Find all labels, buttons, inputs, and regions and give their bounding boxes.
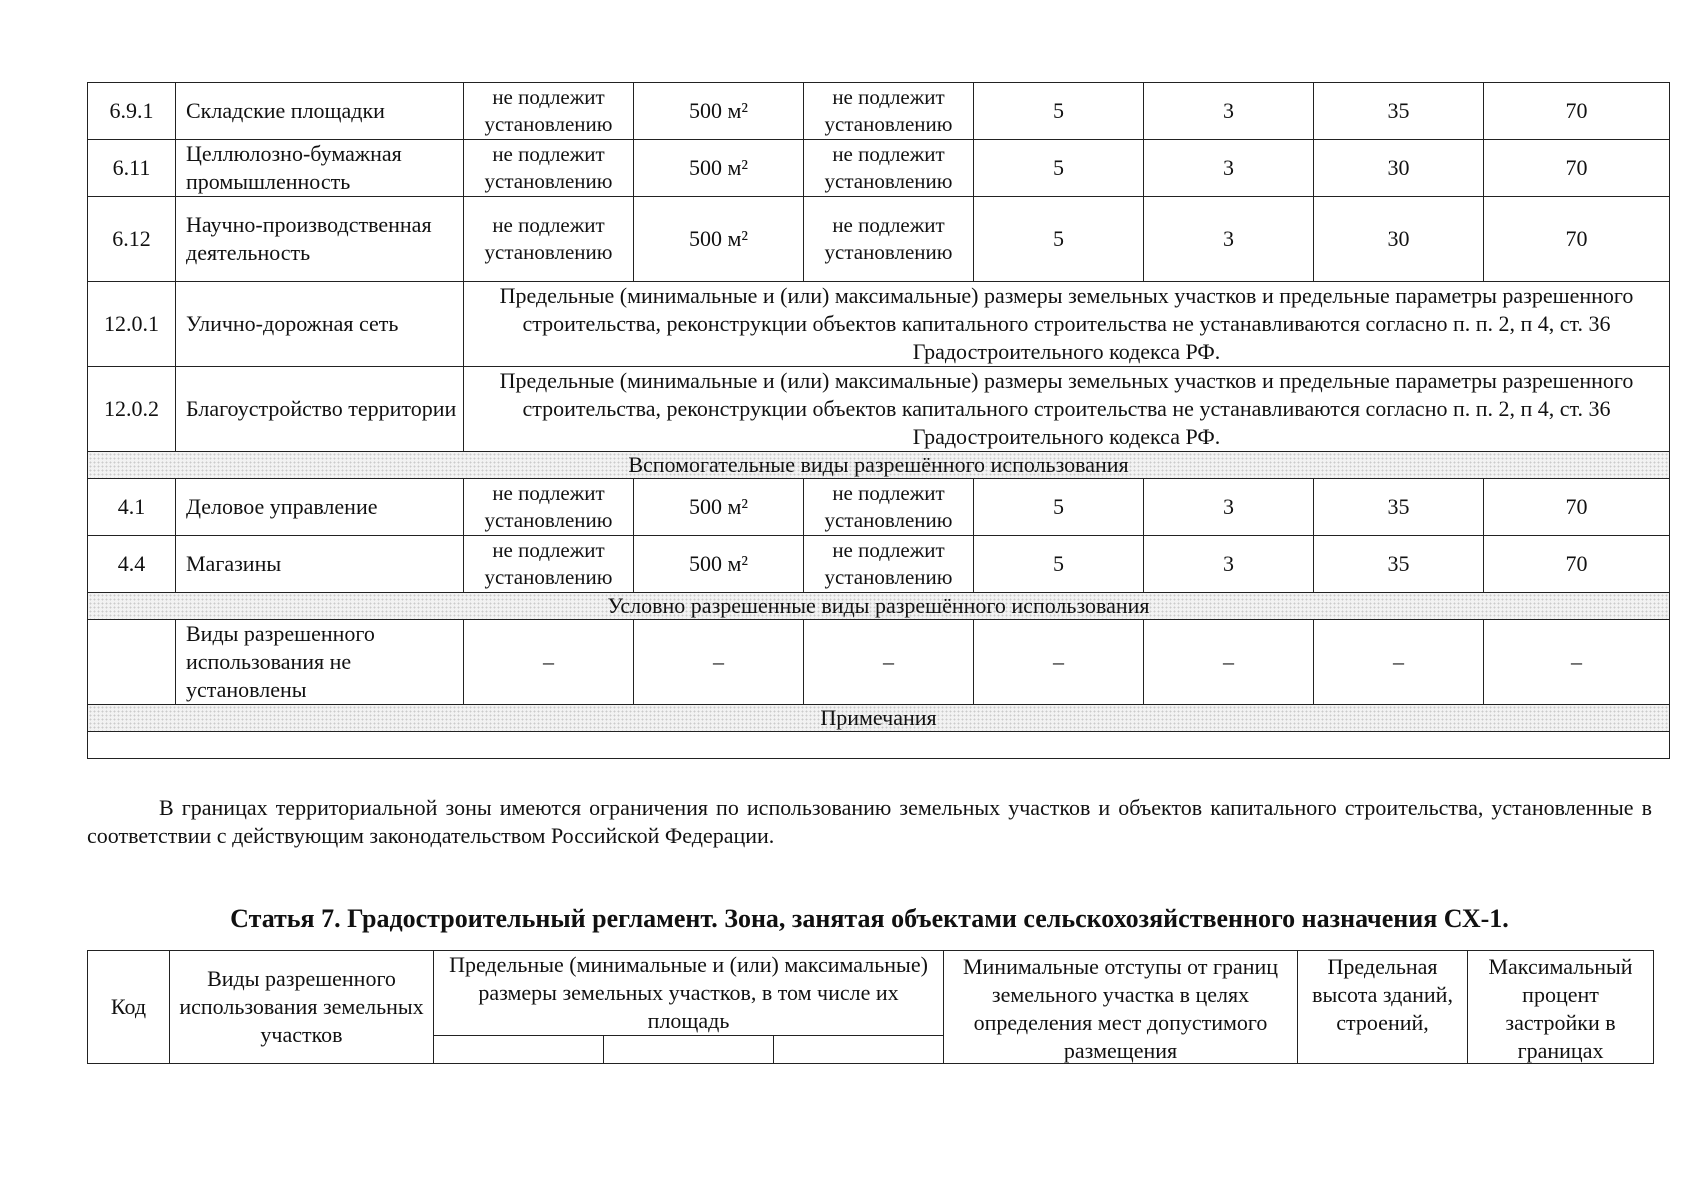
min-area-cell: 500 м² <box>634 83 804 140</box>
restrictions-paragraph: В границах территориальной зоны имеются ограничения по использованию земельных участков и объектов капитального строительства, установленные в соответствии с действующим законодательством Российской Федерации. <box>87 795 1652 848</box>
merged-note-cell: Предельные (минимальные и (или) максимальные) размеры земельных участков и предельные параметры разрешенного строительства, реконструкции объектов капитального строительства не устанавливаются согласно п. п. 2, п 4, ст. 36 Градостроительного кодекса РФ. <box>464 367 1670 452</box>
min-size-cell: не подлежит установлению <box>464 197 634 282</box>
setback-cell: 5 <box>974 140 1144 197</box>
notes-cell <box>88 732 1670 759</box>
min-size-cell: не подлежит установлению <box>464 140 634 197</box>
use-name-cell: Виды разрешенного использования не установлены <box>176 620 464 705</box>
setback-cell: 5 <box>974 479 1144 536</box>
floors-cell: 3 <box>1144 140 1314 197</box>
floors-cell: 3 <box>1144 536 1314 593</box>
setback-cell: 5 <box>974 83 1144 140</box>
code-cell: 6.12 <box>88 197 176 282</box>
min-area-cell: 500 м² <box>634 140 804 197</box>
dash-cell: – <box>1484 620 1670 705</box>
code-cell: 4.1 <box>88 479 176 536</box>
header-percent-text: Максимальный процент застройки в границах <box>1488 954 1633 1063</box>
table-row <box>88 282 1670 367</box>
table-row <box>88 536 1670 593</box>
floors-cell: 3 <box>1144 83 1314 140</box>
article-heading: Статья 7. Градостроительный регламент. Зона, занятая объектами сельскохозяйственного назначения СХ-1. <box>230 904 1509 933</box>
regulations-table-header <box>87 950 1654 1064</box>
percent-cell: 70 <box>1484 479 1670 536</box>
subheader-cell <box>604 1036 774 1064</box>
code-cell: 4.4 <box>88 536 176 593</box>
section-header-notes <box>88 705 1670 732</box>
percent-cell: 70 <box>1484 140 1670 197</box>
floors-cell: 3 <box>1144 197 1314 282</box>
max-size-cell: не подлежит установлению <box>804 197 974 282</box>
merged-note-cell: Предельные (минимальные и (или) максимальные) размеры земельных участков и предельные параметры разрешенного строительства, реконструкции объектов капитального строительства не устанавливаются согласно п. п. 2, п 4, ст. 36 Градостроительного кодекса РФ. <box>464 282 1670 367</box>
height-cell: 35 <box>1314 83 1484 140</box>
max-size-cell: не подлежит установлению <box>804 479 974 536</box>
max-size-cell: не подлежит установлению <box>804 536 974 593</box>
dash-cell: – <box>804 620 974 705</box>
code-cell: 12.0.2 <box>88 367 176 452</box>
section-header-auxiliary <box>88 452 1670 479</box>
use-name-cell: Улично-дорожная сеть <box>176 282 464 367</box>
table-row <box>88 620 1670 705</box>
setback-cell: 5 <box>974 197 1144 282</box>
dash-cell: – <box>1144 620 1314 705</box>
table-row <box>88 140 1670 197</box>
code-cell <box>88 620 176 705</box>
max-size-cell: не подлежит установлению <box>804 140 974 197</box>
use-name-cell: Целлюлозно-бумажная промышленность <box>176 140 464 197</box>
header-plot-sizes: Предельные (минимальные и (или) максимальные) размеры земельных участков, в том числе их площадь <box>434 951 944 1036</box>
max-size-cell: не подлежит установлению <box>804 83 974 140</box>
section-title: Вспомогательные виды разрешённого использования <box>88 452 1670 479</box>
section-title: Примечания <box>88 705 1670 732</box>
header-setbacks-text: Минимальные отступы от границ земельного участка в целях определения мест допустимого размещения <box>962 954 1279 1063</box>
header-height-text: Предельная высота зданий, строений, <box>1312 954 1453 1035</box>
section-header-conditional <box>88 593 1670 620</box>
use-name-cell: Благоустройство территории <box>176 367 464 452</box>
height-cell: 35 <box>1314 479 1484 536</box>
percent-cell: 70 <box>1484 197 1670 282</box>
height-cell: 30 <box>1314 140 1484 197</box>
code-cell: 6.11 <box>88 140 176 197</box>
table-row <box>88 197 1670 282</box>
code-cell: 12.0.1 <box>88 282 176 367</box>
floors-cell: 3 <box>1144 479 1314 536</box>
header-use-types: Виды разрешенного использования земельных участков <box>170 951 434 1064</box>
header-height <box>1298 951 1468 1064</box>
subheader-cell <box>774 1036 944 1064</box>
dash-cell: – <box>974 620 1144 705</box>
dash-cell: – <box>634 620 804 705</box>
subheader-cell <box>434 1036 604 1064</box>
height-cell: 35 <box>1314 536 1484 593</box>
table-row <box>88 479 1670 536</box>
use-name-cell: Научно-производственная деятельность <box>176 197 464 282</box>
table-row <box>88 83 1670 140</box>
min-area-cell: 500 м² <box>634 536 804 593</box>
code-cell: 6.9.1 <box>88 83 176 140</box>
section-title: Условно разрешенные виды разрешённого использования <box>88 593 1670 620</box>
min-area-cell: 500 м² <box>634 479 804 536</box>
min-size-cell: не подлежит установлению <box>464 83 634 140</box>
regulations-table <box>87 82 1670 759</box>
percent-cell: 70 <box>1484 536 1670 593</box>
percent-cell: 70 <box>1484 83 1670 140</box>
setback-cell: 5 <box>974 536 1144 593</box>
table-row <box>88 367 1670 452</box>
height-cell: 30 <box>1314 197 1484 282</box>
dash-cell: – <box>1314 620 1484 705</box>
min-size-cell: не подлежит установлению <box>464 479 634 536</box>
use-name-cell: Магазины <box>176 536 464 593</box>
header-row <box>88 951 1654 1036</box>
min-area-cell: 500 м² <box>634 197 804 282</box>
use-name-cell: Деловое управление <box>176 479 464 536</box>
use-name-cell: Складские площадки <box>176 83 464 140</box>
notes-row <box>88 732 1670 759</box>
header-code: Код <box>88 951 170 1064</box>
header-setbacks <box>944 951 1298 1064</box>
min-size-cell: не подлежит установлению <box>464 536 634 593</box>
dash-cell: – <box>464 620 634 705</box>
header-percent <box>1468 951 1654 1064</box>
